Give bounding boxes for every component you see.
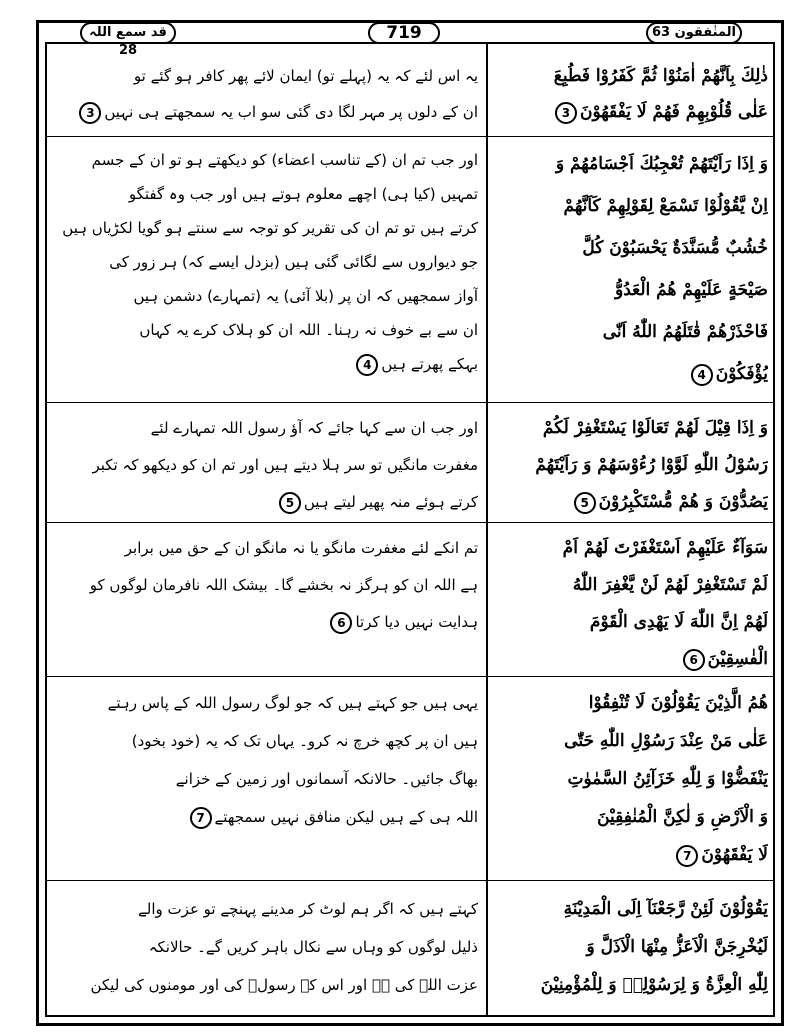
arabic-line: وَ الْاَرْضِ وَ لٰكِنَّ الْمُنٰفِقِيْنَ <box>597 807 768 827</box>
urdu-line: بہکے پھرتے ہیں <box>381 355 478 373</box>
arabic-line: يَقُوْلُوْنَ لَئِنْ رَّجَعْنَآ اِلَى الْمَدِيْنَةِ <box>563 899 768 919</box>
ayah-number-marker: 4 <box>691 364 713 386</box>
urdu-translation-5 <box>60 410 478 521</box>
arabic-verse-7 <box>490 684 768 874</box>
urdu-line: ان کے دلوں پر مہر لگا دی گئی سو اب یہ سمجھتے ہی نہیں <box>104 103 478 121</box>
arabic-verse-6 <box>490 530 768 678</box>
column-divider <box>486 42 488 1017</box>
row-separator <box>45 136 775 137</box>
arabic-line: يَنْفَضُّوْا وَ لِلّٰهِ خَزَآئِنُ السَّمٰوٰتِ <box>567 769 768 789</box>
urdu-line: عزت اللہ کی ہے اور اس کے رسولؐ کی اور مومنوں کی لیکن <box>90 976 478 994</box>
urdu-line: بھاگ جائیں۔ حالانکہ آسمانوں اور زمین کے خزانے <box>175 770 478 788</box>
arabic-line: اِنْ يَّقُوْلُوْا تَسْمَعْ لِقَوْلِهِمْ كَاَنَّهُمْ <box>563 196 768 216</box>
juz-label: قد سمع اللہ 28 <box>80 22 176 44</box>
urdu-translation-7 <box>60 684 478 836</box>
arabic-line: صَيْحَةٍ عَلَيْهِمْ هُمُ الْعَدُوُّ <box>615 280 768 300</box>
arabic-line: ذٰلِكَ بِاَنَّهُمْ اٰمَنُوْا ثُمَّ كَفَرُوْا فَطُبِعَ <box>553 66 768 86</box>
urdu-line: یہی ہیں جو کہتے ہیں کہ جو لوگ رسول اللہ کے پاس رہتے <box>107 694 478 712</box>
urdu-line: اور جب تم ان (کے تناسب اعضاء) کو دیکھتے ہو تو ان کے جسم <box>91 151 478 169</box>
page-header <box>0 22 801 58</box>
urdu-line: یہ اس لئے کہ یہ (پہلے تو) ایمان لائے پھر کافر ہو گئے تو <box>133 67 478 85</box>
arabic-verse-3 <box>490 58 768 130</box>
arabic-line: عَلٰى مَنْ عِنْدَ رَسُوْلِ اللّٰهِ حَتّٰى <box>564 731 768 751</box>
arabic-verse-8 <box>490 890 768 1004</box>
surah-label: المنٰفقون 63 <box>646 22 742 44</box>
arabic-line: وَ اِذَا رَاَيْتَهُمْ تُعْجِبُكَ اَجْسَامُهُمْ وَ <box>555 154 768 174</box>
urdu-translation-3 <box>60 58 478 130</box>
urdu-line: آواز سمجھیں کہ ان پر (بلا آئی) یہ (تمہارے) دشمن ہیں <box>133 287 478 305</box>
arabic-line: رَسُوْلُ اللّٰهِ لَوَّوْا رُءُوْسَهُمْ وَ رَاَيْتَهُمْ <box>535 455 768 475</box>
arabic-line: وَ اِذَا قِيْلَ لَهُمْ تَعَالَوْا يَسْتَغْفِرْ لَكُمْ <box>542 418 768 438</box>
urdu-line: اللہ ہی کے ہیں لیکن منافق نہیں سمجھتے <box>214 808 478 826</box>
urdu-line: تمہیں (کیا ہی) اچھے معلوم ہوتے ہیں اور جب وہ گفتگو <box>128 185 478 203</box>
arabic-line: لَمْ تَسْتَغْفِرْ لَهُمْ لَنْ يَّغْفِرَ اللّٰهُ <box>572 575 768 595</box>
arabic-line: هُمُ الَّذِيْنَ يَقُوْلُوْنَ لَا تُنْفِقُوْا <box>588 693 768 713</box>
ayah-number-marker: 7 <box>190 807 212 829</box>
ayah-number-marker: 5 <box>574 492 596 514</box>
arabic-line: لَهُمْ اِنَّ اللّٰهَ لَا يَهْدِى الْقَوْمَ <box>589 612 768 632</box>
ayah-number-marker: 3 <box>79 102 101 124</box>
urdu-translation-8 <box>60 890 478 1004</box>
urdu-line: کرتے ہیں تو تم ان کی تقریر کو توجہ سے سنتے ہو گویا لکڑیاں ہیں <box>62 219 478 237</box>
urdu-line: کہتے ہیں کہ اگر ہم لوٹ کر مدینے پہنچے تو عزت والے <box>138 900 478 918</box>
urdu-line: ہیں ان پر کچھ خرچ نہ کرو۔ یہاں تک کہ یہ (خود بخود) <box>131 732 478 750</box>
arabic-verse-4 <box>490 143 768 395</box>
ayah-number-marker: 6 <box>330 612 352 634</box>
arabic-line: لَا يَفْقَهُوْنَ <box>701 845 768 865</box>
urdu-translation-6 <box>60 530 478 641</box>
urdu-line: مغفرت مانگیں تو سر ہلا دیتے ہیں اور تم ان کو دیکھو کہ تکبر <box>92 456 478 474</box>
urdu-line: تم انکے لئے مغفرت مانگو یا نہ مانگو ان کے حق میں برابر <box>124 539 478 557</box>
arabic-line: عَلٰى قُلُوْبِهِمْ فَهُمْ لَا يَفْقَهُوْنَ <box>579 102 768 122</box>
urdu-line: ذلیل لوگوں کو وہاں سے نکال باہر کریں گے۔ حالانکہ <box>148 938 478 956</box>
page-number: 719 <box>368 22 440 44</box>
ayah-number-marker: 4 <box>356 354 378 376</box>
row-separator <box>45 402 775 403</box>
ayah-number-marker: 3 <box>555 102 577 124</box>
row-separator <box>45 522 775 523</box>
ayah-number-marker: 5 <box>279 492 301 514</box>
urdu-line: ہے اللہ ان کو ہرگز نہ بخشے گا۔ بیشک اللہ نافرمان لوگوں کو <box>89 576 478 594</box>
arabic-line: لَيُخْرِجَنَّ الْاَعَزُّ مِنْهَا الْاَذَلَّ وَ <box>586 937 768 957</box>
arabic-verse-5 <box>490 410 768 521</box>
urdu-line: جو دیواروں سے لگائی گئی ہیں (بزدل ایسے کہ) ہر زور کی <box>109 253 478 271</box>
urdu-line: ان سے بے خوف نہ رہنا۔ اللہ ان کو ہلاک کرے یہ کہاں <box>139 321 478 339</box>
ayah-number-marker: 6 <box>683 649 705 671</box>
urdu-line: اور جب ان سے کہا جائے کہ آؤ رسول اللہ تمہارے لئے <box>150 419 478 437</box>
arabic-line: الْفٰسِقِيْنَ <box>707 649 768 669</box>
arabic-line: خُشُبٌ مُّسَنَّدَةٌ يَحْسَبُوْنَ كُلَّ <box>582 238 768 258</box>
urdu-line: کرتے ہوئے منہ پھیر لیتے ہیں <box>303 493 478 511</box>
arabic-line: فَاحْذَرْهُمْ قٰتَلَهُمُ اللّٰهُ اَنّٰى <box>602 322 768 342</box>
ayah-number-marker: 7 <box>676 845 698 867</box>
urdu-line: ہدایت نہیں دیا کرتا <box>355 613 478 631</box>
arabic-line: يُؤْفَكُوْنَ <box>715 364 768 384</box>
arabic-line: يَصُدُّوْنَ وَ هُمْ مُّسْتَكْبِرُوْنَ <box>598 492 768 512</box>
row-separator <box>45 880 775 881</box>
arabic-line: سَوَآءٌ عَلَيْهِمْ اَسْتَغْفَرْتَ لَهُمْ اَمْ <box>562 538 768 558</box>
arabic-line: لِلّٰهِ الْعِزَّةُ وَ لِرَسُوْلِهٖ وَ لِلْمُؤْمِنِيْنَ <box>540 975 768 995</box>
urdu-translation-4 <box>60 143 478 381</box>
